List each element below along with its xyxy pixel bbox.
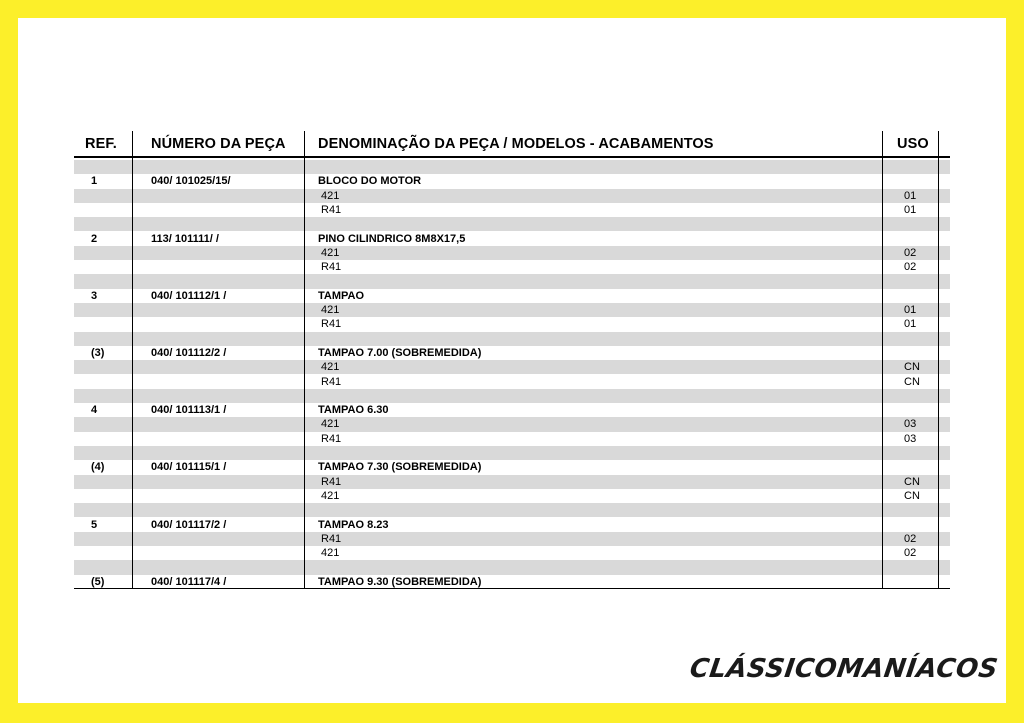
row-usage: 01 bbox=[904, 203, 917, 216]
row-ref: 2 bbox=[91, 232, 98, 245]
column-divider bbox=[938, 131, 939, 589]
table-row bbox=[74, 360, 950, 374]
table-row bbox=[74, 575, 950, 589]
row-usage: 02 bbox=[904, 532, 917, 545]
table-row bbox=[74, 260, 950, 274]
table-row bbox=[74, 446, 950, 460]
table-row bbox=[74, 518, 950, 532]
table-row bbox=[74, 289, 950, 303]
table-row bbox=[74, 160, 950, 174]
row-usage: CN bbox=[904, 475, 920, 488]
table-row bbox=[74, 332, 950, 346]
row-description: 421 bbox=[321, 361, 340, 374]
row-part-number: 113/ 101111/ / bbox=[151, 232, 219, 245]
row-description: TAMPAO 6.30 bbox=[318, 404, 389, 417]
table-row bbox=[74, 532, 950, 546]
bottom-rule bbox=[74, 588, 950, 589]
table-row bbox=[74, 246, 950, 260]
row-description: R41 bbox=[321, 203, 342, 216]
table-row bbox=[74, 217, 950, 231]
parts-table bbox=[74, 131, 950, 589]
row-ref: 3 bbox=[91, 289, 98, 302]
header-usage: USO bbox=[897, 136, 929, 152]
row-description: TAMPAO 7.00 (SOBREMEDIDA) bbox=[318, 346, 482, 359]
table-row bbox=[74, 432, 950, 446]
row-usage: CN bbox=[904, 361, 920, 374]
table-row bbox=[74, 489, 950, 503]
row-part-number: 040/ 101112/1 / bbox=[151, 289, 227, 302]
row-description: R41 bbox=[321, 261, 342, 274]
row-description: PINO CILINDRICO 8M8X17,5 bbox=[318, 232, 466, 245]
table-row bbox=[74, 274, 950, 288]
row-ref: (5) bbox=[91, 575, 105, 588]
row-description: TAMPAO 9.30 (SOBREMEDIDA) bbox=[318, 575, 482, 588]
row-description: 421 bbox=[321, 418, 340, 431]
column-divider bbox=[132, 131, 133, 589]
row-ref: 5 bbox=[91, 518, 98, 531]
table-row bbox=[74, 375, 950, 389]
row-part-number: 040/ 101117/4 / bbox=[151, 575, 227, 588]
row-usage: 01 bbox=[904, 304, 917, 316]
row-description: R41 bbox=[321, 532, 342, 545]
row-description: 421 bbox=[321, 489, 340, 502]
table-row bbox=[74, 403, 950, 417]
row-part-number: 040/ 101117/2 / bbox=[151, 518, 227, 531]
row-usage: 03 bbox=[904, 418, 917, 431]
row-ref: 1 bbox=[91, 175, 98, 188]
header-ref: REF. bbox=[85, 136, 117, 152]
row-description: TAMPAO 7.30 (SOBREMEDIDA) bbox=[318, 461, 482, 474]
row-part-number: 040/ 101025/15/ bbox=[151, 175, 231, 188]
row-description: 421 bbox=[321, 189, 340, 202]
row-part-number: 040/ 101113/1 / bbox=[151, 404, 227, 417]
row-usage: CN bbox=[904, 375, 920, 388]
row-usage: 02 bbox=[904, 547, 917, 560]
table-row bbox=[74, 389, 950, 403]
row-description: R41 bbox=[321, 318, 342, 331]
row-usage: CN bbox=[904, 489, 920, 502]
row-description: R41 bbox=[321, 475, 342, 488]
row-usage: 02 bbox=[904, 246, 917, 259]
table-row bbox=[74, 417, 950, 431]
table-row bbox=[74, 303, 950, 317]
row-part-number: 040/ 101112/2 / bbox=[151, 346, 227, 359]
row-usage: 01 bbox=[904, 318, 917, 331]
row-usage: 01 bbox=[904, 189, 917, 202]
row-usage: 02 bbox=[904, 261, 917, 274]
header-rule bbox=[74, 156, 950, 158]
table-row bbox=[74, 546, 950, 560]
row-description: 421 bbox=[321, 547, 340, 560]
row-description: BLOCO DO MOTOR bbox=[318, 175, 422, 188]
table-row bbox=[74, 503, 950, 517]
table-row bbox=[74, 203, 950, 217]
row-part-number: 040/ 101115/1 / bbox=[151, 461, 227, 474]
row-description: TAMPAO 8.23 bbox=[318, 518, 389, 531]
row-ref: (3) bbox=[91, 346, 105, 359]
table-row bbox=[74, 475, 950, 489]
column-divider bbox=[882, 131, 883, 589]
table-row bbox=[74, 460, 950, 474]
row-description: 421 bbox=[321, 304, 340, 316]
header-part-number: NÚMERO DA PEÇA bbox=[151, 136, 286, 152]
table-row bbox=[74, 189, 950, 203]
table-row bbox=[74, 560, 950, 574]
row-usage: 03 bbox=[904, 432, 917, 445]
table-row bbox=[74, 232, 950, 246]
row-description: TAMPAO bbox=[318, 289, 365, 302]
row-description: 421 bbox=[321, 246, 340, 259]
row-description: R41 bbox=[321, 375, 342, 388]
table-row bbox=[74, 174, 950, 188]
header-description: DENOMINAÇÃO DA PEÇA / MODELOS - ACABAMENTOS bbox=[318, 136, 714, 152]
row-ref: (4) bbox=[91, 461, 105, 474]
row-ref: 4 bbox=[91, 404, 98, 417]
table-row bbox=[74, 346, 950, 360]
row-description: R41 bbox=[321, 432, 342, 445]
table-row bbox=[74, 317, 950, 331]
column-divider bbox=[304, 131, 305, 589]
brand-logo: CLÁSSICOMANÍACOS bbox=[687, 654, 1000, 684]
